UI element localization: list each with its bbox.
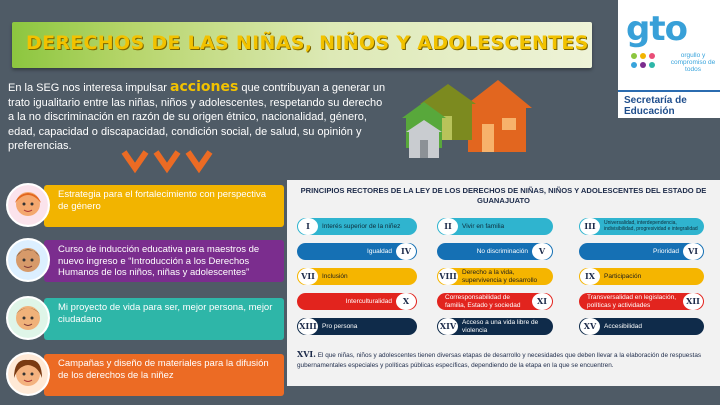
department-label: Secretaría de Educación bbox=[618, 90, 720, 118]
strategy-item bbox=[4, 352, 284, 398]
principle-label: Corresponsabilidad de familia, Estado y sociedad bbox=[445, 294, 521, 309]
principle-number: VI bbox=[683, 243, 703, 260]
gto-logo-card bbox=[618, 0, 720, 118]
principle-number: III bbox=[580, 218, 600, 235]
principle-number: II bbox=[438, 218, 458, 235]
principles-title: PRINCIPIOS RECTORES DE LA LEY DE LOS DERECHOS DE NIÑAS, NIÑOS Y ADOLESCENTES DEL ESTADO DE GUANAJUATO bbox=[300, 186, 707, 205]
principle-xvi-text: El que niñas, niños y adolescentes tienen diversas etapas de desarrollo y necesidades que deben llevar a la elaboración de respuestas gubernamentales especiales y políticas públicas específicas, dependiendo de la etapa en la que se encuentren. bbox=[297, 352, 702, 369]
principle-label: Igualdad bbox=[367, 248, 392, 255]
strategy-label: Mi proyecto de vida para ser, mejor persona, mejor ciudadano bbox=[58, 302, 273, 325]
principle-label: Derecho a la vida, supervivencia y desarrollo bbox=[462, 269, 538, 284]
principle-item bbox=[297, 318, 417, 335]
principle-item bbox=[297, 243, 417, 260]
boy-avatar-icon bbox=[6, 238, 50, 282]
principle-number: XIII bbox=[298, 318, 318, 335]
principle-label: Pro persona bbox=[322, 323, 358, 330]
principle-label: Interculturalidad bbox=[345, 298, 392, 305]
logo-brand: gto bbox=[626, 9, 687, 49]
principle-number: VIII bbox=[438, 268, 458, 285]
principle-label: Accesibilidad bbox=[604, 323, 642, 330]
principle-item bbox=[297, 218, 417, 235]
principle-item bbox=[579, 218, 704, 235]
principle-item bbox=[579, 318, 704, 335]
principle-item bbox=[297, 293, 417, 310]
principle-label: No discriminación bbox=[476, 248, 528, 255]
principle-item bbox=[297, 268, 417, 285]
principle-number: I bbox=[298, 218, 318, 235]
principle-number: IX bbox=[580, 268, 600, 285]
strategy-label: Curso de inducción educativa para maestros de nuevo ingreso e “Introducción a los Derechos Humanos de los niños, niñas y adolescentes” bbox=[58, 244, 260, 278]
intro-after: que contribuyan a generar un trato igualitario entre las niñas, niños y adolescentes, respetando su derecho a la no discriminación en razón de su origen étnico, nacionalidad, género, edad, capacidad o discapacidad, condición social, de salud, su opinión y preferencias. bbox=[8, 82, 386, 152]
principle-label: Acceso a una vida libre de violencia bbox=[462, 319, 539, 334]
strategy-label: Campañas y diseño de materiales para la difusión de los derechos de la niñez bbox=[58, 358, 269, 381]
principle-item bbox=[437, 268, 553, 285]
logo-dots-icon bbox=[628, 50, 658, 80]
strategy-item bbox=[4, 238, 284, 284]
principle-item bbox=[437, 243, 553, 260]
principle-xvi-number: XVI. bbox=[297, 349, 316, 359]
houses-illustration bbox=[402, 70, 532, 160]
strategy-label: Estrategia para el fortalecimiento con perspectiva de género bbox=[58, 189, 267, 212]
principle-label: Transversalidad en legislación, políticas y actividades bbox=[587, 294, 677, 309]
girl-avatar-icon bbox=[6, 183, 50, 227]
principle-number: XII bbox=[683, 293, 703, 310]
principle-item bbox=[579, 243, 704, 260]
principle-number: XIV bbox=[438, 318, 458, 335]
principles-panel bbox=[287, 180, 720, 386]
chevron-down-icon bbox=[124, 152, 146, 168]
principle-item bbox=[437, 293, 553, 310]
principle-number: VII bbox=[298, 268, 318, 285]
strategy-box bbox=[44, 354, 284, 396]
intro-before: En la SEG nos interesa impulsar bbox=[8, 82, 171, 94]
principle-number: X bbox=[396, 293, 416, 310]
strategy-box bbox=[44, 298, 284, 340]
principle-number: XI bbox=[532, 293, 552, 310]
principle-xvi bbox=[297, 350, 713, 370]
boy-avatar-icon bbox=[6, 296, 50, 340]
house-icon-orange bbox=[462, 80, 532, 152]
principle-item bbox=[437, 318, 553, 335]
principle-label: Universalidad, interdependencia, indivisibilidad, progresividad e integralidad bbox=[604, 220, 698, 232]
principle-label: Interés superior de la niñez bbox=[322, 223, 401, 230]
principle-number: IV bbox=[396, 243, 416, 260]
principle-number: V bbox=[532, 243, 552, 260]
principle-item bbox=[579, 268, 704, 285]
strategy-box bbox=[44, 185, 284, 227]
chevron-down-icon bbox=[188, 152, 210, 168]
strategy-box bbox=[44, 240, 284, 282]
strategy-item bbox=[4, 296, 284, 342]
principle-label: Vivir en familia bbox=[462, 223, 505, 230]
intro-paragraph bbox=[8, 80, 388, 154]
principle-label: Prioridad bbox=[652, 248, 679, 255]
title-banner bbox=[12, 22, 592, 68]
intro-highlight: acciones bbox=[170, 79, 239, 95]
logo bbox=[618, 0, 720, 90]
logo-tagline: orgullo y compromiso de todos bbox=[670, 52, 716, 73]
strategy-item bbox=[4, 183, 284, 229]
principle-label: Participación bbox=[604, 273, 642, 280]
chevron-down-icon bbox=[156, 152, 178, 168]
chevron-down-icons bbox=[120, 148, 220, 174]
girl-avatar-icon bbox=[6, 352, 50, 396]
principle-item bbox=[579, 293, 704, 310]
page-title: DERECHOS DE LAS NIÑAS, NIÑOS Y ADOLESCENTES bbox=[26, 32, 589, 54]
principle-number: XV bbox=[580, 318, 600, 335]
principle-label: Inclusión bbox=[322, 273, 348, 280]
principle-item bbox=[437, 218, 553, 235]
